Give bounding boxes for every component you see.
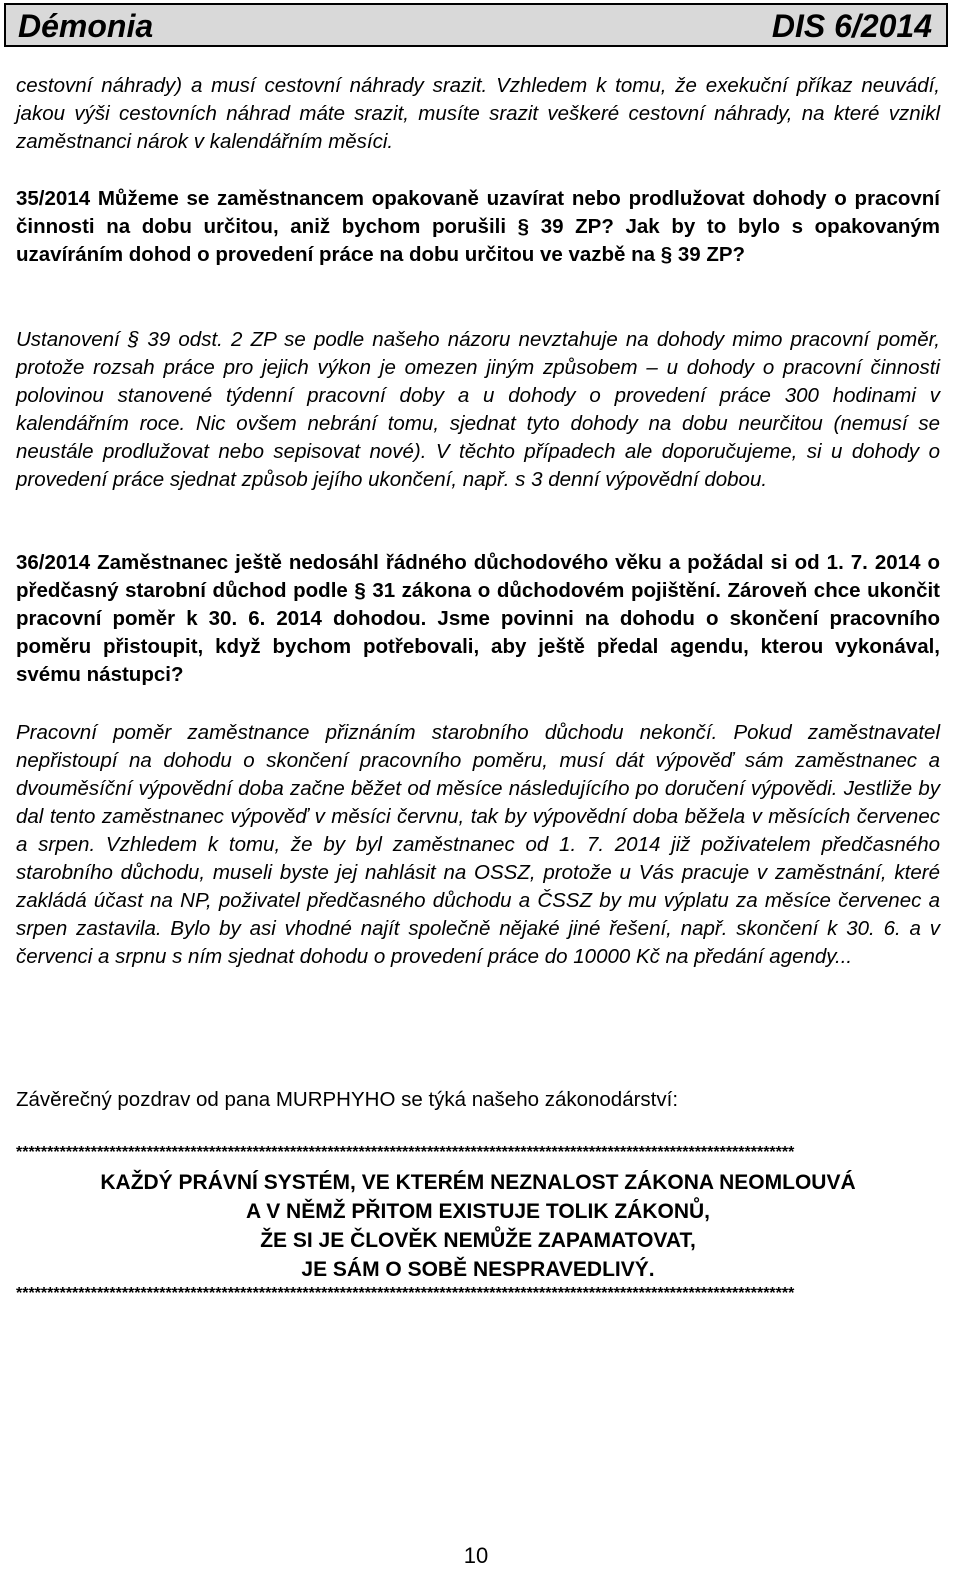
star-divider-top: ***************************************************************************************************************************** [16,1146,795,1160]
answer-36 [16,719,940,971]
question-35-text: 35/2014 Můžeme se zaměstnancem opakovaně uzavírat nebo prodlužovat dohody o pracovní činnosti na dobu určitou, aniž bychom porušili § 39 ZP? Jak by to bylo s opakovaným uzavíráním dohod o provedení práce na dobu určitou ve vazbě na § 39 ZP? [16,187,940,266]
page-number: 10 [463,1543,489,1568]
answer-35 [16,326,940,494]
answer-35-start: Ustanovení § 39 odst. [16,328,223,351]
question-35 [16,185,940,269]
page-header [4,3,948,47]
quote-line: ŽE SI JE ČLOVĚK NEMŮŽE ZAPAMATOVAT, [260,1229,696,1252]
closing-remark-text: Závěrečný pozdrav od pana MURPHYHO se týká našeho zákonodárství: [16,1088,679,1111]
question-36 [16,549,940,689]
issue-label: DIS 6/2014 [771,8,932,44]
paragraph-continuation [16,72,940,156]
paragraph-text: cestovní náhrady) a musí cestovní náhrady srazit. Vzhledem k tomu, že exekuční příkaz neuvádí, jakou výši cestovních náhrad máte srazit, musíte srazit veškeré cestovní náhrady, na které vznikl zaměstnanci nárok v kalendářním měsíci. [16,74,940,153]
answer-36-text: Pracovní poměr zaměstnance přiznáním starobního důchodu nekončí. Pokud zaměstnavatel nepřistoupí na dohodu o skončení pracovního poměru, musí dát výpověď sám zaměstnanec a dvouměsíční výpovědní doba začne běžet od měsíce následujícího po doručení výpovědi. Jestliže by dal tento zaměstnanec výpověď v měsíci červnu, tak by výpovědní doba běžela v měsících červenec a srpen. Vzhledem k tomu, že by byl zaměstnanec od 1. 7. 2014 již poživatelem předčasného starobního důchodu, museli byste jej nahlásit na OSSZ, protože u Vás pracuje v zaměstnání, které zakládá účast na NP, poživatel předčasného důchodu a ČSSZ by mu výplatu za měsíce červenec a srpen zastavila. Bylo by asi vhodné najít společně nějaké jiné řešení, např. skončení k 30. 6. a v červenci a srpnu s ním sjednat dohodu o provedení práce do 10000 Kč na předání agendy... [16,721,940,968]
quote-line: A V NĚMŽ PŘITOM EXISTUJE TOLIK ZÁKONŮ, [246,1200,710,1223]
magazine-title: Démonia [18,8,154,44]
question-36-text: 36/2014 Zaměstnanec ještě nedosáhl řádného důchodového věku a požádal si od 1. 7. 2014 o předčasný starobní důchod podle § 31 zákona o důchodovém pojištění. Zároveň chce ukončit pracovní poměr k 30. 6. 2014 dohodou. Jsme povinni na dohodu o skončení pracovního poměru přistoupit, když bychom potřebovali, aby ještě předal agendu, kterou vykonával, svému nástupci? [16,551,940,686]
quote-line: JE SÁM O SOBĚ NESPRAVEDLIVÝ. [301,1258,655,1281]
answer-35-rest: 2 ZP se podle našeho názoru nevztahuje na dohody mimo pracovní poměr, protože rozsah práce pro jejich výkon je omezen jiným způsobem – u dohody o pracovní činnosti polovinou stanovené týdenní pracovní doby a u dohody o provedení práce 300 hodinami v kalendářním roce. Nic ovšem nebrání tomu, sjednat tyto dohody na dobu neurčitou (nemusí se neustále prodlužovat nebo sepisovat nové). V těchto případech ale doporučujeme, si u dohody o provedení práce sjednat způsob jejího ukončení, např. s 3 denní výpovědní dobou. [16,328,940,491]
star-divider-bottom: ***************************************************************************************************************************** [16,1287,795,1301]
closing-remark [16,1086,940,1114]
murphy-quote [16,1168,940,1284]
answer-35-text [16,326,940,494]
quote-line: KAŽDÝ PRÁVNÍ SYSTÉM, VE KTERÉM NEZNALOST ZÁKONA NEOMLOUVÁ [100,1171,856,1194]
